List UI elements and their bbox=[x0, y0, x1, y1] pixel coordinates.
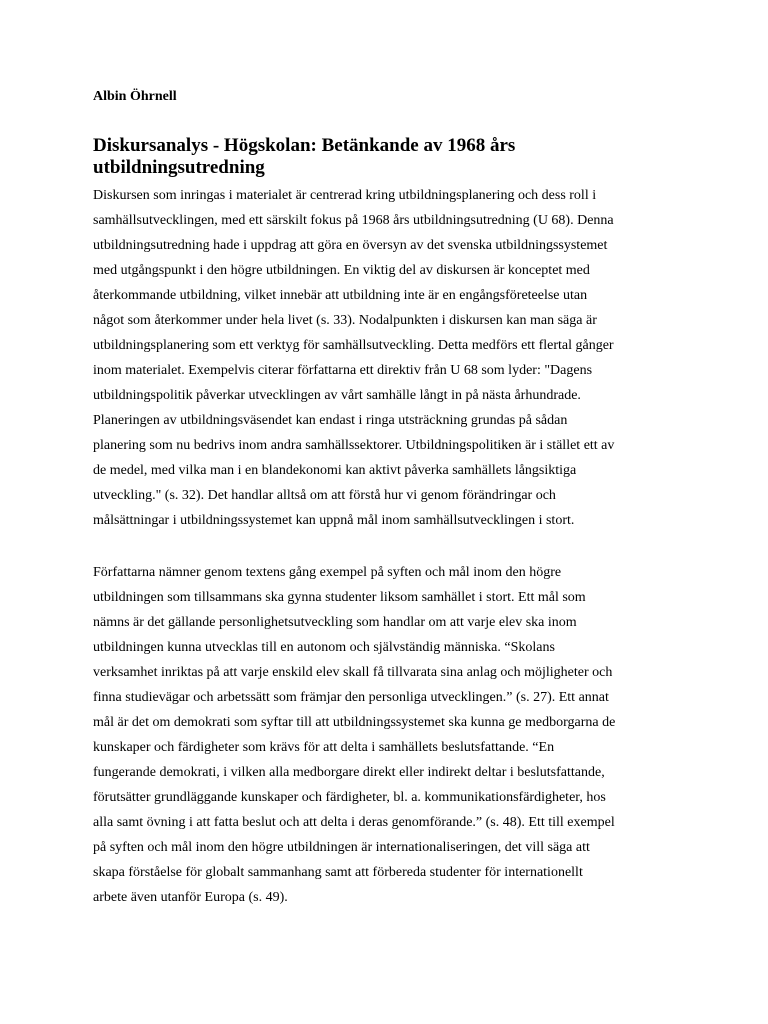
paragraph-line: återkommande utbildning, vilket innebär att utbildning inte är en engångsföreteelse utan bbox=[93, 288, 588, 303]
paragraph-line: utbildningen som tillsammans ska gynna studenter liksom samhället i stort. Ett mål som bbox=[93, 590, 586, 605]
paragraph-line: Planeringen av utbildningsväsendet kan endast i ringa utsträckning grundas på sådan bbox=[93, 413, 568, 428]
paragraph-line: med utgångspunkt i den högre utbildningen. En viktig del av diskursen är konceptet med bbox=[93, 263, 590, 278]
title-line: Diskursanalys - Högskolan: Betänkande av 1968 års bbox=[93, 135, 516, 156]
paragraph-line: arbete även utanför Europa (s. 49). bbox=[93, 890, 288, 905]
paragraph-line: inom materialet. Exempelvis citerar författarna ett direktiv från U 68 som lyder: "Dagens bbox=[93, 363, 593, 378]
paragraph-line: något som återkommer under hela livet (s. 33). Nodalpunkten i diskursen kan man säga är bbox=[93, 313, 597, 328]
paragraph-line: fungerande demokrati, i vilken alla medborgare direkt eller indirekt deltar i beslutsfattande, bbox=[93, 765, 605, 780]
paragraph-line: finna studievägar och arbetssätt som främjar den personliga utvecklingen.” (s. 27). Ett annat bbox=[93, 690, 609, 705]
paragraph-line: utbildningspolitik påverkar utvecklingen av vårt samhälle långt in på nästa århundrade. bbox=[93, 388, 581, 403]
paragraph-line: skapa förståelse för globalt sammanhang samt att förbereda studenter för internationellt bbox=[93, 865, 583, 880]
paragraph-line: nämns är det gällande personlighetsutveckling som handlar om att varje elev ska inom bbox=[93, 615, 577, 630]
paragraph-line: verksamhet inriktas på att varje enskild elev skall få tillvarata sina anlag och möjligheter och bbox=[93, 665, 613, 680]
paragraph-line: kunskaper och färdigheter som krävs för att delta i samhällets beslutsfattande. “En bbox=[93, 740, 555, 755]
paragraph-line: mål är det om demokrati som syftar till att utbildningssystemet ska kunna ge medborgarna de bbox=[93, 715, 616, 730]
paragraph-line: målsättningar i utbildningssystemet kan uppnå mål inom samhällsutvecklingen i stort. bbox=[93, 513, 575, 528]
paragraph-line: förutsätter grundläggande kunskaper och färdigheter, bl. a. kommunikationsfärdigheter, hos bbox=[93, 790, 606, 805]
paragraph-line: samhällsutvecklingen, med ett särskilt fokus på 1968 års utbildningsutredning (U 68). Denna bbox=[93, 213, 614, 228]
paragraph-line: de medel, med vilka man i en blandekonomi kan aktivt påverka samhällets långsiktiga bbox=[93, 463, 577, 478]
title-line: utbildningsutredning bbox=[93, 157, 265, 178]
document-title bbox=[93, 135, 681, 179]
paragraph-line: utveckling." (s. 32). Det handlar alltså om att förstå hur vi genom förändringar och bbox=[93, 488, 556, 503]
paragraph-line: utbildningen kunna utvecklas till en autonom och självständig människa. “Skolans bbox=[93, 640, 555, 655]
paragraph-line: alla samt övning i att fatta beslut och att delta i deras genomförande.” (s. 48). Ett till exempel bbox=[93, 815, 615, 830]
paragraph-line: Författarna nämner genom textens gång exempel på syften och mål inom den högre bbox=[93, 565, 562, 580]
paragraph-line: planering som nu bedrivs inom andra samhällssektorer. Utbildningspolitiken är i stället ett av bbox=[93, 438, 615, 453]
author-name: Albin Öhrnell bbox=[93, 89, 177, 104]
paragraph-line: utbildningsutredning hade i uppdrag att göra en översyn av det svenska utbildningssystemet bbox=[93, 238, 608, 253]
paragraph-line: utbildningsplanering som ett verktyg för samhällsutveckling. Detta medförs ett flertal gånger bbox=[93, 338, 614, 353]
body-paragraph-2 bbox=[93, 560, 681, 910]
body-paragraph-1 bbox=[93, 183, 681, 533]
paragraph-line: på syften och mål inom den högre utbildningen är internationaliseringen, det vill säga att bbox=[93, 840, 590, 855]
paragraph-line: Diskursen som inringas i materialet är centrerad kring utbildningsplanering och dess roll i bbox=[93, 188, 597, 203]
